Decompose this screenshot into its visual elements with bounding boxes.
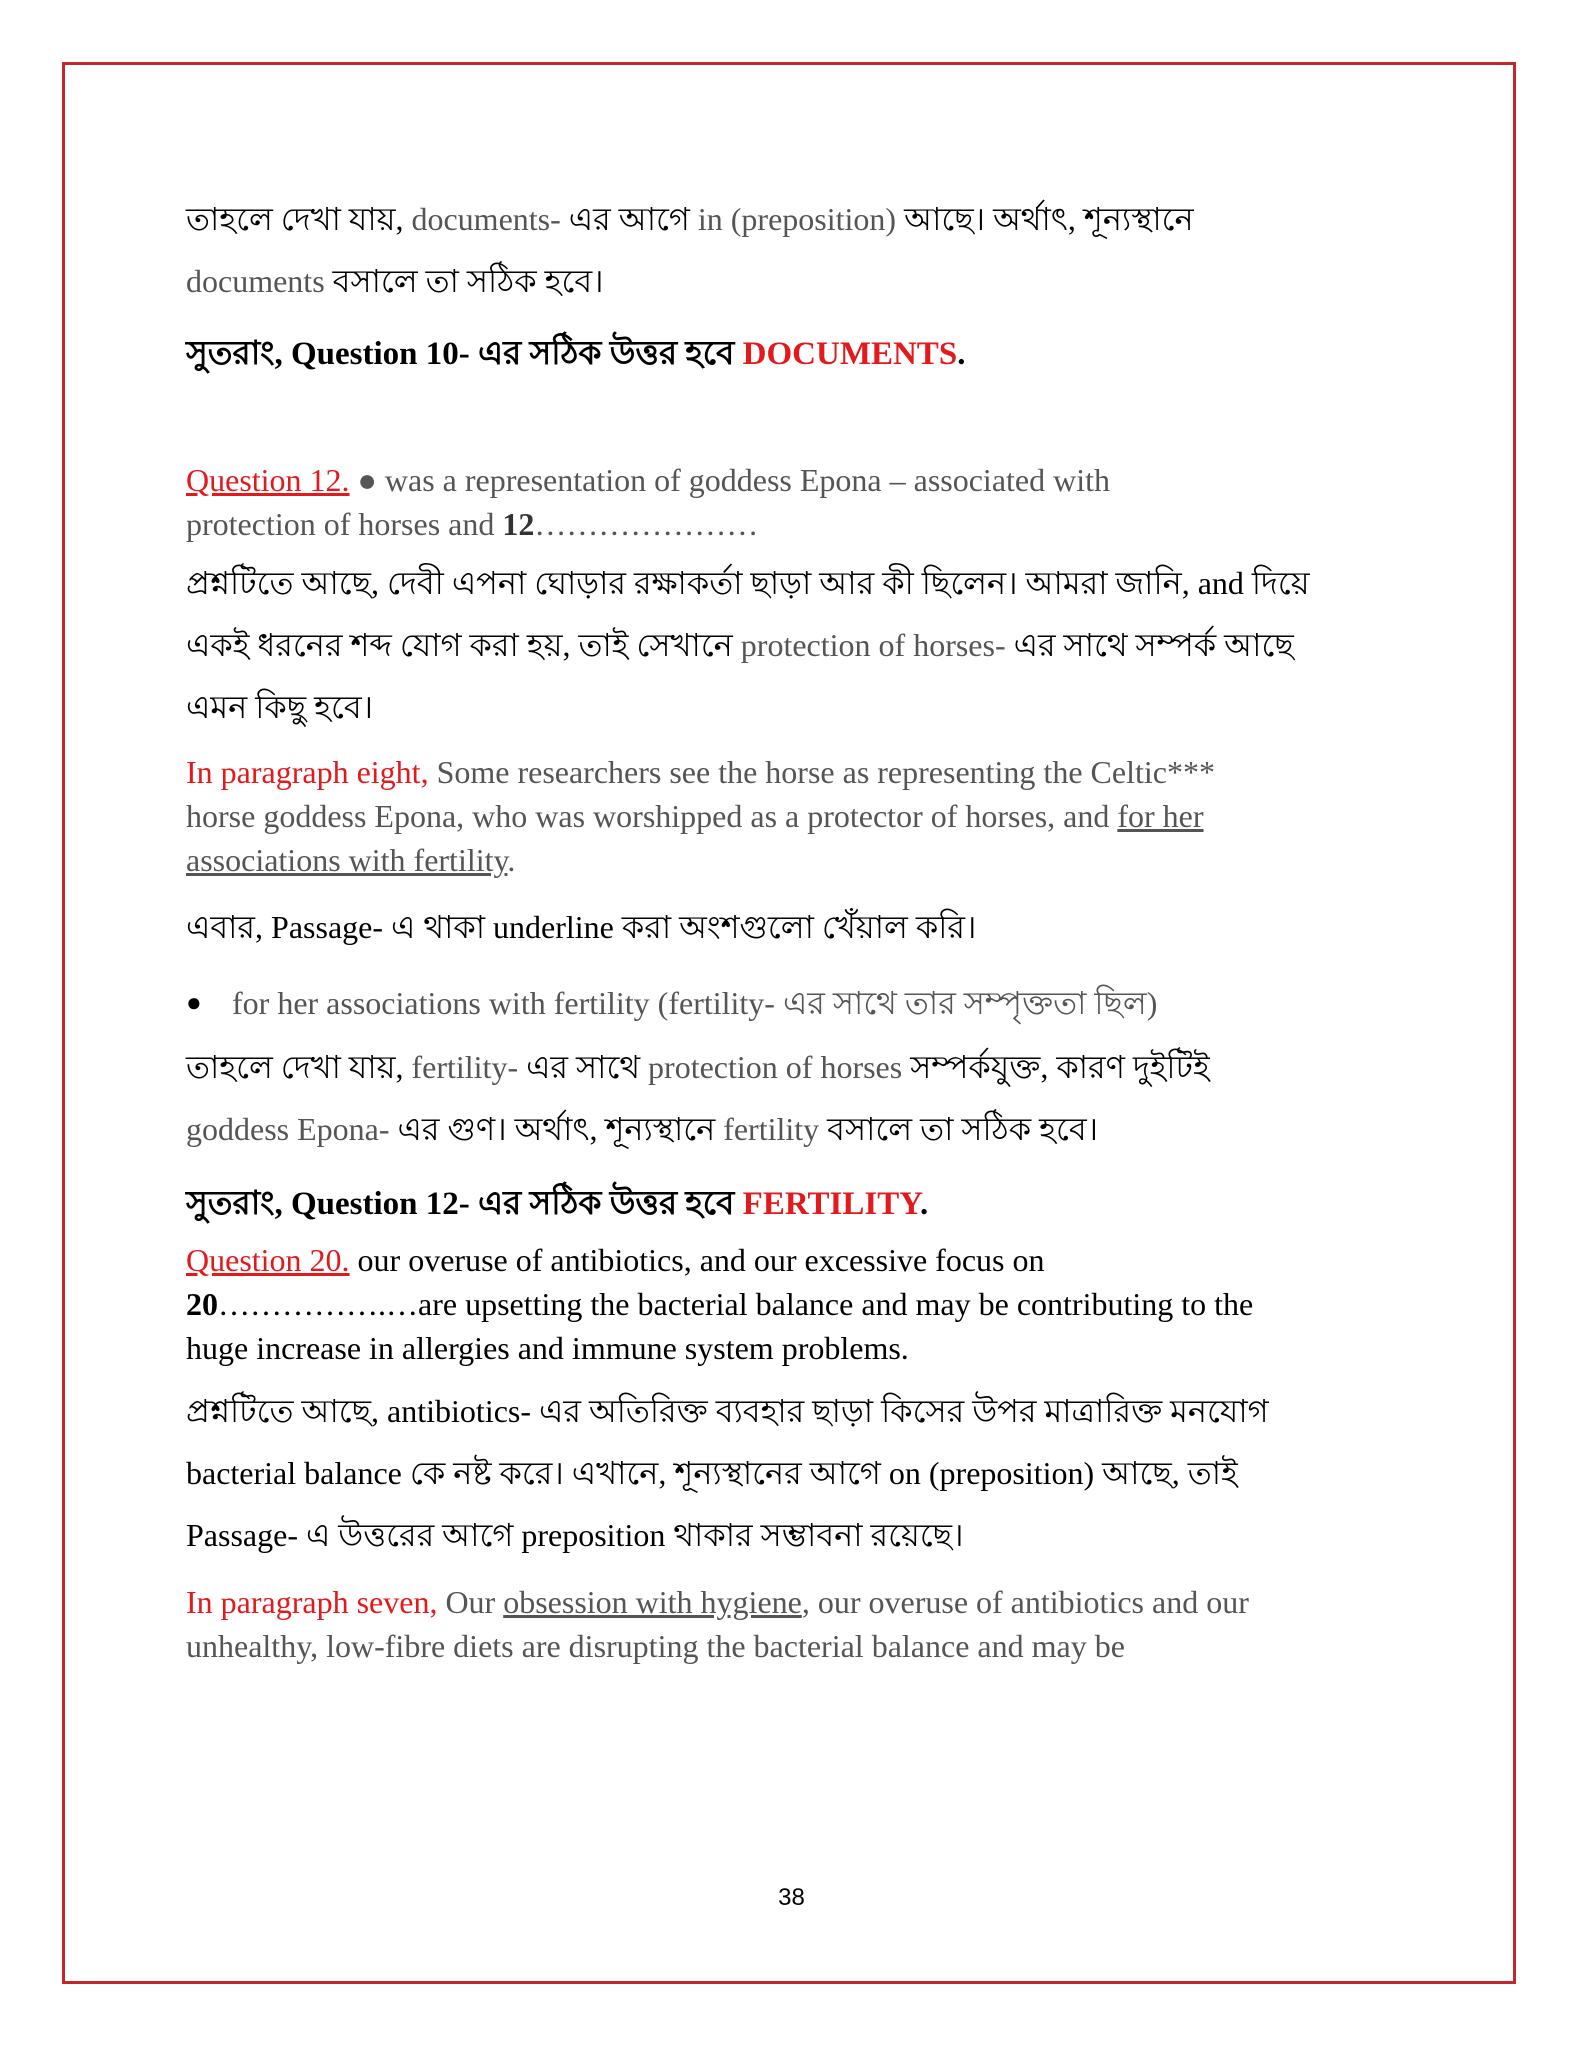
answer-question-12 <box>186 1182 1416 1226</box>
text: সুতরাং, Question 12- এর সঠিক উত্তর হবে <box>186 1186 743 1222</box>
text: প্রশ্নটিতে আছে, দেবী এপনা ঘোড়ার রক্ষাকর্তা ছাড়া আর কী ছিলেন। আমরা জানি, and দিয়ে <box>186 565 1310 601</box>
question-number: 20 <box>186 1286 218 1322</box>
text: (fertility- এর সাথে তার সম্পৃক্ততা ছিল) <box>657 985 1158 1021</box>
page-number: 38 <box>778 1884 805 1911</box>
text: documents <box>186 263 333 299</box>
text: . <box>507 842 516 878</box>
text: our overuse of antibiotics, and our excessive focus on <box>349 1242 1045 1278</box>
answer-highlight: DOCUMENTS <box>742 336 958 372</box>
text: এমন কিছু হবে। <box>186 689 374 725</box>
page-content <box>186 188 1416 1668</box>
text: , our overuse of antibiotics and our <box>801 1584 1249 1620</box>
text: fertility- <box>411 1049 527 1085</box>
text: এর সাথে সম্পর্ক আছে <box>1013 627 1294 663</box>
text: horse goddess Epona, who was worshipped as a protector of horses, and <box>186 798 1118 834</box>
text: এর গুণ। অর্থাৎ, শূন্যস্থানে <box>397 1111 724 1147</box>
text: একই ধরনের শব্দ যোগ করা হয়, তাই সেখানে <box>186 627 741 663</box>
question-label: Question 20. <box>186 1242 350 1278</box>
question-label: Question 12. <box>186 462 350 498</box>
text: বসালে তা সঠিক হবে। <box>332 263 604 299</box>
text: তাহলে দেখা যায়, <box>186 1049 412 1085</box>
text: protection of horses- <box>740 627 1014 663</box>
question-20 <box>186 1238 1416 1370</box>
text: বসালে তা সঠিক হবে। <box>827 1111 1099 1147</box>
paragraph-explanation-12 <box>186 552 1416 738</box>
text: huge increase in allergies and immune system problems. <box>186 1330 909 1366</box>
question-12 <box>186 458 1416 546</box>
paragraph-conclusion-documents <box>186 188 1416 312</box>
passage-paragraph-eight <box>186 750 1416 882</box>
paragraph-explanation-20 <box>186 1380 1416 1566</box>
text: goddess Epona- <box>186 1111 398 1147</box>
text: …………….…are upsetting the bacterial balance and may be contributing to the <box>218 1286 1254 1322</box>
text: unhealthy, low-fibre diets are disrupting the bacterial balance and may be <box>186 1628 1125 1664</box>
text: প্রশ্নটিতে আছে, antibiotics- এর অতিরিক্ত ব্যবহার ছাড়া কিসের উপর মাত্রারিক্ত মনযোগ <box>186 1393 1269 1429</box>
underlined-text: associations with fertility <box>186 842 508 878</box>
text: Some researchers see the horse as representing the Celtic*** <box>436 754 1215 790</box>
paragraph-label: In paragraph seven, <box>186 1584 446 1620</box>
text: এবার, Passage- এ থাকা underline করা অংশগুলো খেঁয়াল করি। <box>186 909 977 945</box>
answer-question-10 <box>186 332 1416 376</box>
text: তাহলে দেখা যায়, <box>186 201 412 237</box>
text: ● was a representation of goddess Epona – associated with <box>349 462 1110 498</box>
text: আছে। অর্থাৎ, শূন্যস্থানে <box>904 201 1194 237</box>
paragraph-underline-note <box>186 896 1416 958</box>
text: Passage- এ উত্তরের আগে preposition থাকার সম্ভাবনা রয়েছে। <box>186 1517 964 1553</box>
text: in (preposition) <box>697 201 905 237</box>
bullet-item <box>186 972 1416 1034</box>
text: protection of horses <box>648 1049 911 1085</box>
answer-highlight: FERTILITY <box>742 1186 921 1222</box>
text: সম্পর্কযুক্ত, কারণ দুইটিই <box>910 1049 1210 1085</box>
text: bacterial balance কে নষ্ট করে। এখানে, শূন্যস্থানের আগে on (preposition) আছে, তাই <box>186 1455 1238 1491</box>
underlined-text: for her <box>1117 798 1204 834</box>
bullet-icon: ● <box>186 988 202 1017</box>
text: সুতরাং, Question 10- এর সঠিক উত্তর হবে <box>186 336 743 372</box>
text: protection of horses and <box>186 506 503 542</box>
text: documents- <box>411 201 569 237</box>
underlined-text: obsession with hygiene <box>503 1584 802 1620</box>
blank-dots: ………………… <box>534 506 759 542</box>
text: এর আগে <box>568 201 698 237</box>
text: for her associations with fertility <box>232 985 658 1021</box>
text: . <box>920 1186 929 1222</box>
passage-paragraph-seven <box>186 1580 1416 1668</box>
text: fertility <box>723 1111 828 1147</box>
paragraph-conclusion-fertility <box>186 1036 1416 1160</box>
text: . <box>957 336 966 372</box>
text: Our <box>445 1584 504 1620</box>
paragraph-label: In paragraph eight, <box>186 754 437 790</box>
question-number: 12 <box>502 506 535 542</box>
text: এর সাথে <box>526 1049 649 1085</box>
